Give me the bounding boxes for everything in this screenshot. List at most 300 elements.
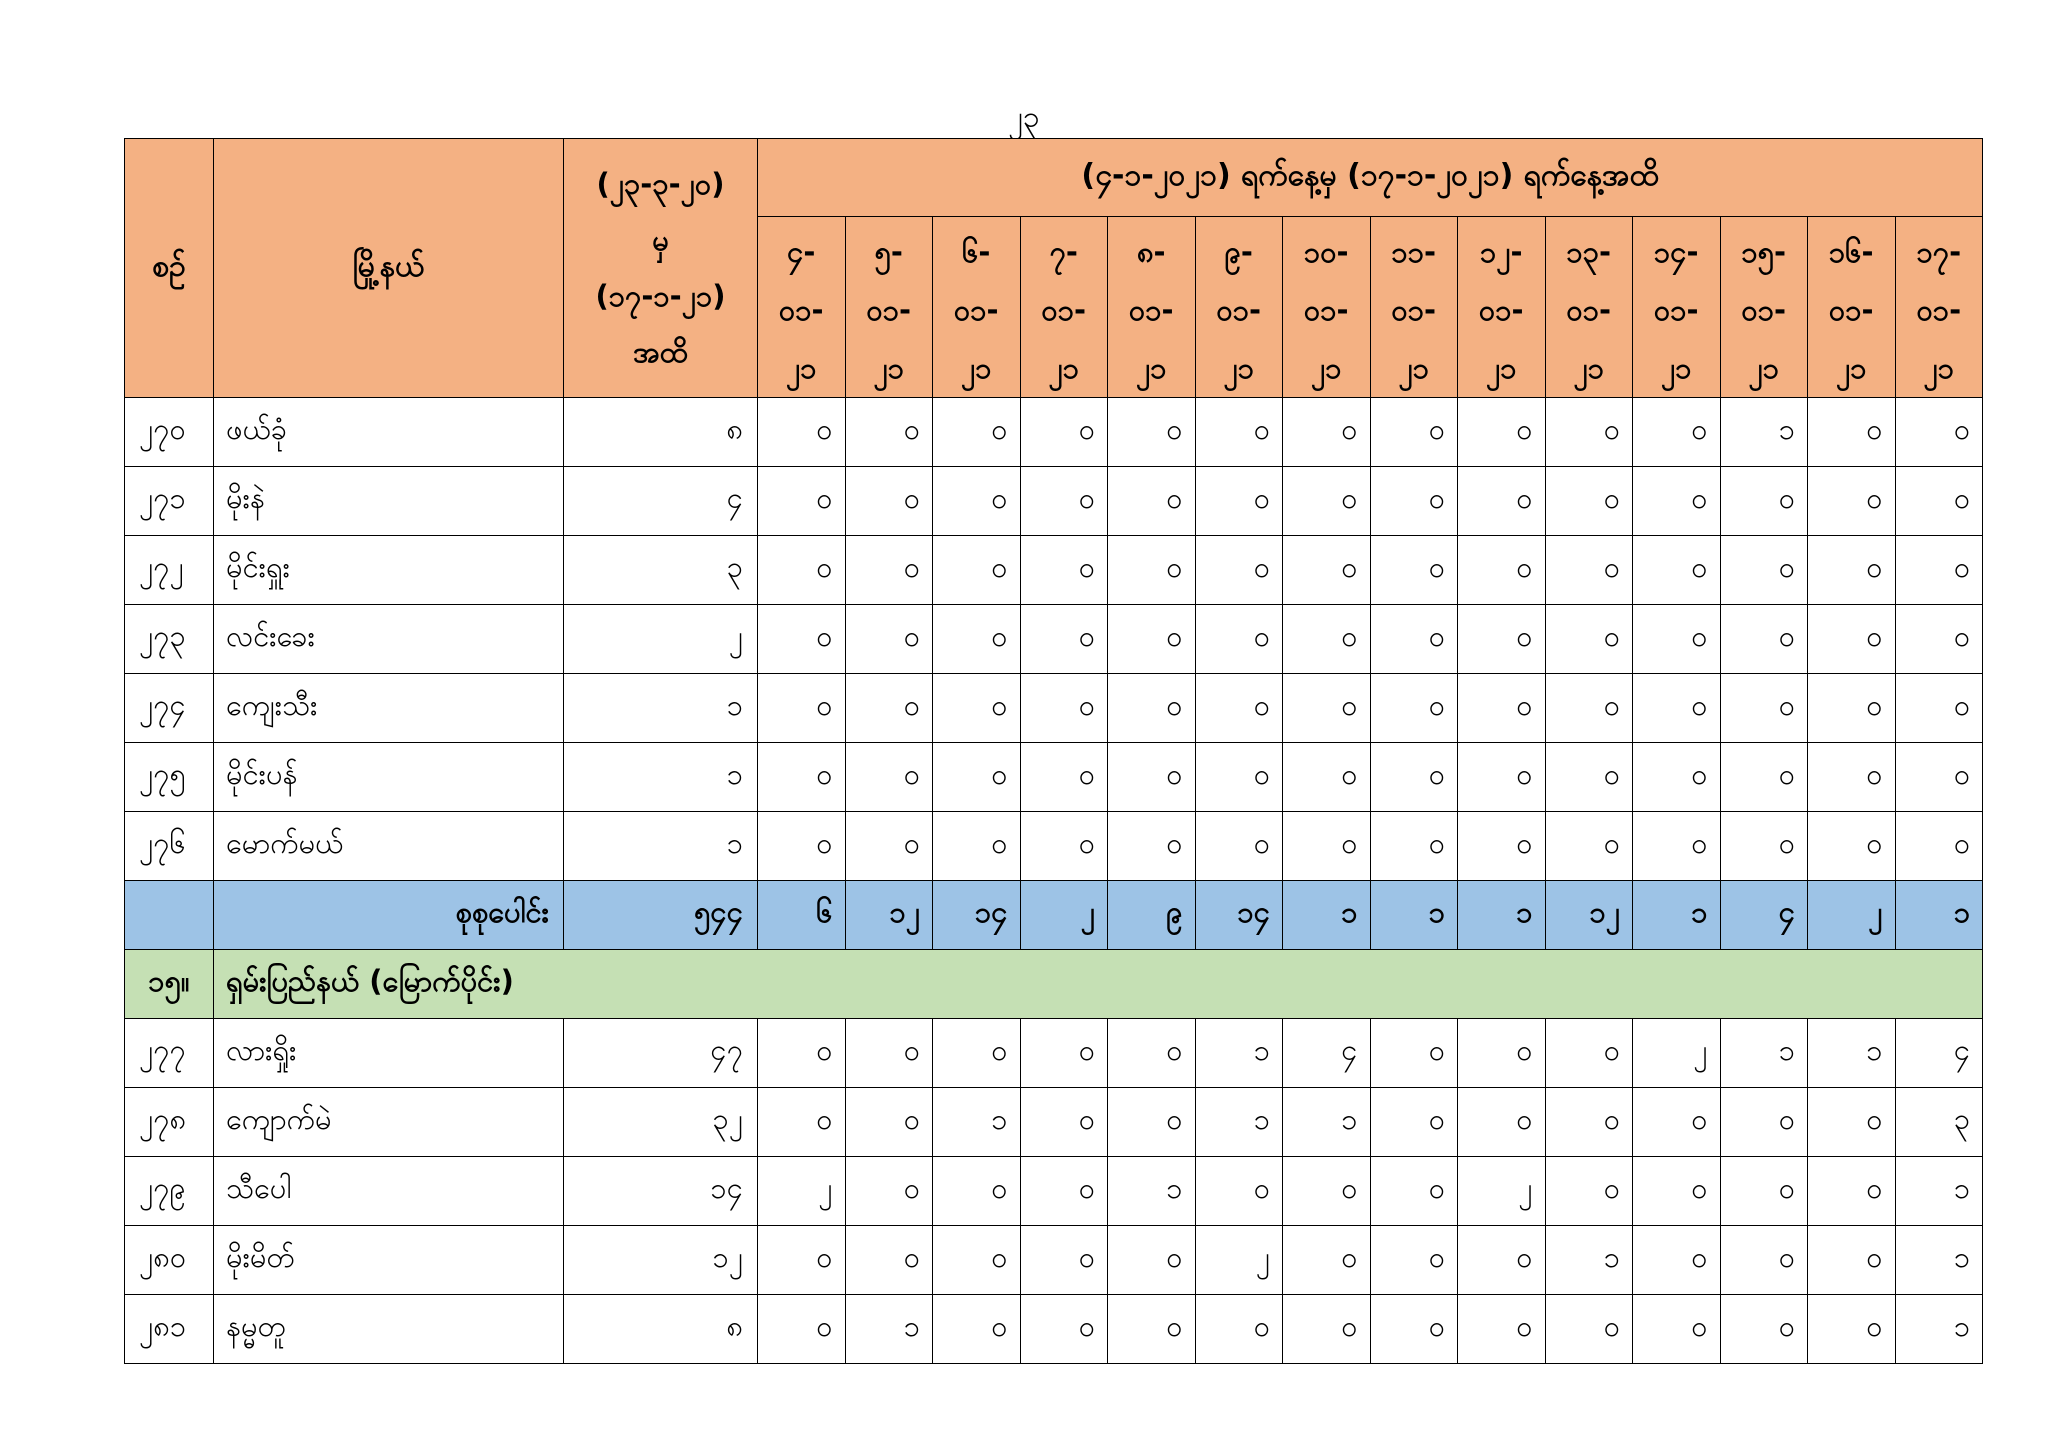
section-row (125, 950, 1983, 1019)
township-cell: လားရှိုး (214, 1019, 564, 1088)
header-date-line: ၁၀- (1303, 235, 1349, 269)
daily-count-cell: ၀ (1370, 1295, 1458, 1364)
cumulative-cell: ၁ (564, 743, 758, 812)
township-cell: နမ္မတူ (214, 1295, 564, 1364)
daily-count-cell: ၀ (1370, 812, 1458, 881)
serial-no-cell: ၂၇၅ (125, 743, 214, 812)
header-date-line: ၂၁ (1485, 351, 1517, 385)
daily-count-cell: ၀ (1283, 674, 1371, 743)
total-daily-cell: ၁ (1633, 881, 1721, 950)
header-date (1720, 217, 1808, 398)
serial-no-cell: ၂၇၉ (125, 1157, 214, 1226)
daily-count-cell: ၀ (933, 605, 1021, 674)
daily-count-cell: ၀ (1020, 743, 1108, 812)
daily-count-cell: ၀ (1633, 1088, 1721, 1157)
total-daily-cell: ၁၂ (845, 881, 933, 950)
total-daily-cell: ၁ (1283, 881, 1371, 950)
daily-count-cell: ၀ (1195, 605, 1283, 674)
cumulative-cell: ၁ (564, 674, 758, 743)
table-row (125, 605, 1983, 674)
daily-count-cell: ၀ (758, 812, 846, 881)
header-date (1545, 217, 1633, 398)
header-date-line: ၁၁- (1391, 235, 1437, 269)
daily-count-cell: ၀ (1195, 536, 1283, 605)
daily-count-cell: ၀ (1370, 398, 1458, 467)
daily-count-cell: ၀ (1895, 605, 1983, 674)
daily-count-cell: ၀ (1370, 1157, 1458, 1226)
daily-count-cell: ၂ (1458, 1157, 1546, 1226)
header-date-line: ၀၁- (1741, 293, 1787, 327)
daily-count-cell: ၀ (1020, 398, 1108, 467)
daily-count-cell: ၀ (1808, 812, 1896, 881)
daily-count-cell: ၀ (845, 812, 933, 881)
daily-count-cell: ၀ (845, 1088, 933, 1157)
table-row (125, 536, 1983, 605)
daily-count-cell: ၀ (845, 674, 933, 743)
header-date-line: ၂၁ (1835, 351, 1867, 385)
daily-count-cell: ၀ (1720, 743, 1808, 812)
daily-count-cell: ၀ (758, 743, 846, 812)
header-date-line: ၂၁ (1135, 351, 1167, 385)
daily-count-cell: ၀ (1633, 1157, 1721, 1226)
daily-count-cell: ၂ (758, 1157, 846, 1226)
township-cell: မိုင်းရှူး (214, 536, 564, 605)
daily-count-cell: ၀ (1108, 812, 1196, 881)
header-date-line: ၇- (1049, 235, 1078, 269)
daily-count-cell: ၀ (1808, 674, 1896, 743)
daily-count-cell: ၁ (845, 1295, 933, 1364)
daily-count-cell: ၀ (1545, 605, 1633, 674)
township-cell: မိုင်းပန် (214, 743, 564, 812)
daily-count-cell: ၀ (1283, 605, 1371, 674)
header-date-line: ၀၁- (1303, 293, 1349, 327)
daily-count-cell: ၀ (1283, 812, 1371, 881)
header-date-line: ၀၁- (1128, 293, 1174, 327)
header-date-line: ၁၃- (1566, 235, 1612, 269)
daily-count-cell: ၀ (1458, 743, 1546, 812)
header-cumulative-line: အထိ (633, 335, 688, 369)
daily-count-cell: ၀ (1633, 536, 1721, 605)
daily-count-cell: ၀ (845, 398, 933, 467)
daily-count-cell: ၀ (1458, 1295, 1546, 1364)
header-date-line: ၂၁ (1223, 351, 1255, 385)
header-date-line: ၂၁ (1748, 351, 1780, 385)
daily-count-cell: ၀ (1020, 605, 1108, 674)
daily-count-cell: ၀ (1808, 1088, 1896, 1157)
daily-count-cell: ၀ (1808, 1226, 1896, 1295)
header-date-line: ၁၅- (1741, 235, 1787, 269)
table-row (125, 1226, 1983, 1295)
daily-count-cell: ၀ (1808, 605, 1896, 674)
header-serial-no: စဉ် (125, 139, 214, 398)
header-date-line: ၀၁- (1391, 293, 1437, 327)
serial-no-cell: ၂၇၃ (125, 605, 214, 674)
daily-count-cell: ၁ (1895, 1226, 1983, 1295)
header-date (1458, 217, 1546, 398)
header-date (1020, 217, 1108, 398)
daily-count-cell: ၀ (1108, 1019, 1196, 1088)
daily-count-cell: ၁ (1195, 1019, 1283, 1088)
daily-count-cell: ၀ (1108, 605, 1196, 674)
daily-count-cell: ၀ (1370, 1019, 1458, 1088)
daily-count-cell: ၀ (1895, 674, 1983, 743)
table-row (125, 467, 1983, 536)
daily-count-cell: ၀ (1195, 467, 1283, 536)
daily-count-cell: ၀ (1020, 812, 1108, 881)
header-date-line: ၁၆- (1828, 235, 1874, 269)
daily-count-cell: ၀ (1108, 674, 1196, 743)
daily-count-cell: ၀ (1283, 467, 1371, 536)
cumulative-cell: ၁၂ (564, 1226, 758, 1295)
daily-count-cell: ၂ (1195, 1226, 1283, 1295)
header-date-line: ၂၁ (873, 351, 905, 385)
cumulative-cell: ၃ (564, 536, 758, 605)
daily-count-cell: ၀ (1720, 605, 1808, 674)
daily-count-cell: ၄ (1895, 1019, 1983, 1088)
daily-count-cell: ၀ (1720, 812, 1808, 881)
header-date-line: ၀၁- (1916, 293, 1962, 327)
township-cell: လင်းခေး (214, 605, 564, 674)
daily-count-cell: ၀ (758, 398, 846, 467)
daily-count-cell: ၁ (1545, 1226, 1633, 1295)
total-cumulative-cell: ၅၄၄ (564, 881, 758, 950)
daily-count-cell: ၀ (1720, 1088, 1808, 1157)
daily-count-cell: ၀ (1633, 743, 1721, 812)
daily-count-cell: ၀ (1195, 812, 1283, 881)
total-daily-cell: ၄ (1720, 881, 1808, 950)
daily-count-cell: ၁ (1108, 1157, 1196, 1226)
daily-count-cell: ၀ (1895, 743, 1983, 812)
serial-no-cell: ၂၇၇ (125, 1019, 214, 1088)
daily-count-cell: ၀ (1283, 743, 1371, 812)
township-cell: ကျောက်မဲ (214, 1088, 564, 1157)
daily-count-cell: ၀ (1283, 1157, 1371, 1226)
serial-no-cell: ၂၇၆ (125, 812, 214, 881)
daily-count-cell: ၀ (1020, 674, 1108, 743)
total-daily-cell: ၂ (1808, 881, 1896, 950)
daily-count-cell: ၀ (1020, 1157, 1108, 1226)
daily-count-cell: ၀ (1545, 674, 1633, 743)
daily-count-cell: ၀ (1108, 398, 1196, 467)
daily-count-cell: ၀ (1020, 1019, 1108, 1088)
daily-count-cell: ၀ (1458, 1226, 1546, 1295)
header-date-line: ၀၁- (1041, 293, 1087, 327)
header-date-line: ၁၂- (1479, 235, 1523, 269)
daily-count-cell: ၀ (1108, 743, 1196, 812)
daily-count-cell: ၀ (845, 743, 933, 812)
daily-count-cell: ၁ (1895, 1157, 1983, 1226)
township-cell: မိုးမိတ် (214, 1226, 564, 1295)
daily-count-cell: ၀ (1020, 1295, 1108, 1364)
header-date-line: ၀၁- (1216, 293, 1262, 327)
cumulative-cell: ၃၂ (564, 1088, 758, 1157)
header-date-line: ၀၁- (1478, 293, 1524, 327)
daily-count-cell: ၀ (1720, 1295, 1808, 1364)
township-cell: သီပေါ (214, 1157, 564, 1226)
serial-no-cell: ၂၇၄ (125, 674, 214, 743)
daily-count-cell: ၁ (1720, 1019, 1808, 1088)
daily-count-cell: ၀ (1458, 398, 1546, 467)
daily-count-cell: ၀ (1808, 398, 1896, 467)
cumulative-cell: ၈ (564, 1295, 758, 1364)
daily-count-cell: ၁ (1195, 1088, 1283, 1157)
daily-count-cell: ၁ (1808, 1019, 1896, 1088)
daily-count-cell: ၀ (1545, 536, 1633, 605)
daily-count-cell: ၀ (1895, 467, 1983, 536)
total-daily-cell: ၁ (1370, 881, 1458, 950)
header-date-line: ၉- (1224, 235, 1253, 269)
total-daily-cell: ၁ (1895, 881, 1983, 950)
serial-no-cell: ၂၈၀ (125, 1226, 214, 1295)
daily-count-cell: ၀ (1808, 743, 1896, 812)
daily-count-cell: ၀ (1020, 467, 1108, 536)
serial-no-cell: ၂၇၀ (125, 398, 214, 467)
cumulative-cell: ၄၇ (564, 1019, 758, 1088)
daily-count-cell: ၀ (1283, 398, 1371, 467)
daily-count-cell: ၃ (1895, 1088, 1983, 1157)
daily-count-cell: ၀ (1545, 467, 1633, 536)
daily-count-cell: ၀ (1545, 1157, 1633, 1226)
daily-count-cell: ၀ (1370, 1226, 1458, 1295)
total-daily-cell: ၂ (1020, 881, 1108, 950)
daily-count-cell: ၀ (1020, 536, 1108, 605)
header-date (1370, 217, 1458, 398)
header-date-line: ၂၁ (1573, 351, 1605, 385)
header-date-line: ၀၁- (778, 293, 824, 327)
township-cell: မိုးနဲ (214, 467, 564, 536)
header-cumulative-line: မှ (652, 223, 669, 257)
header-date-line: ၂၁ (1310, 351, 1342, 385)
cumulative-cell: ၁ (564, 812, 758, 881)
header-cumulative-line: (၁၇-၁-၂၁) (595, 279, 726, 313)
daily-count-cell: ၀ (1545, 743, 1633, 812)
serial-no-cell: ၂၈၁ (125, 1295, 214, 1364)
section-number: ၁၅။ (125, 950, 214, 1019)
daily-count-cell: ၁ (933, 1088, 1021, 1157)
header-date-line: ၀၁- (953, 293, 999, 327)
header-date-line: ၂၁ (1660, 351, 1692, 385)
daily-count-cell: ၀ (1895, 812, 1983, 881)
daily-count-cell: ၀ (1458, 1088, 1546, 1157)
daily-count-cell: ၀ (1458, 467, 1546, 536)
total-daily-cell: ၆ (758, 881, 846, 950)
daily-count-cell: ၀ (1545, 812, 1633, 881)
daily-count-cell: ၀ (933, 674, 1021, 743)
daily-count-cell: ၀ (1108, 536, 1196, 605)
table-body (125, 398, 1983, 1364)
total-daily-cell: ၁၂ (1545, 881, 1633, 950)
daily-count-cell: ၀ (1108, 1226, 1196, 1295)
header-date-line: ၁၄- (1653, 235, 1699, 269)
header-date (1633, 217, 1721, 398)
header-date-line: ၆- (962, 235, 991, 269)
daily-count-cell: ၀ (1808, 467, 1896, 536)
header-cumulative (564, 139, 758, 398)
daily-count-cell: ၀ (845, 1019, 933, 1088)
total-empty-cell (125, 881, 214, 950)
header-date (1195, 217, 1283, 398)
daily-count-cell: ၀ (845, 1226, 933, 1295)
header-date-line: ၂၁ (1923, 351, 1955, 385)
header-date-line: ၀၁- (1566, 293, 1612, 327)
total-label: စုစုပေါင်း (214, 881, 564, 950)
daily-count-cell: ၀ (845, 467, 933, 536)
header-date-line: ၂၁ (1048, 351, 1080, 385)
township-cell: မောက်မယ် (214, 812, 564, 881)
header-period-title: (၄-၁-၂၀၂၁) ရက်နေ့မှ (၁၇-၁-၂၀၂၁) ရက်နေ့အထိ (758, 139, 1983, 217)
header-date (1108, 217, 1196, 398)
daily-count-cell: ၀ (933, 1019, 1021, 1088)
daily-count-cell: ၀ (1370, 536, 1458, 605)
daily-count-cell: ၀ (845, 536, 933, 605)
daily-count-cell: ၀ (1545, 1088, 1633, 1157)
header-date-line: ၀၁- (866, 293, 912, 327)
daily-count-cell: ၀ (1283, 536, 1371, 605)
header-row-1 (125, 139, 1983, 217)
daily-count-cell: ၀ (1545, 1295, 1633, 1364)
cumulative-cell: ၁၄ (564, 1157, 758, 1226)
header-township: မြို့နယ် (214, 139, 564, 398)
daily-count-cell: ၀ (1195, 1295, 1283, 1364)
serial-no-cell: ၂၇၈ (125, 1088, 214, 1157)
daily-count-cell: ၀ (1108, 1295, 1196, 1364)
daily-count-cell: ၀ (933, 743, 1021, 812)
daily-count-cell: ၀ (1633, 605, 1721, 674)
daily-count-cell: ၀ (1108, 467, 1196, 536)
daily-count-cell: ၀ (933, 536, 1021, 605)
cumulative-cell: ၂ (564, 605, 758, 674)
daily-count-cell: ၀ (933, 812, 1021, 881)
section-name: ရှမ်းပြည်နယ် (မြောက်ပိုင်း) (214, 950, 1983, 1019)
header-date-line: ၁၇- (1916, 235, 1962, 269)
daily-count-cell: ၀ (1458, 674, 1546, 743)
daily-count-cell: ၀ (1633, 1226, 1721, 1295)
header-date (1283, 217, 1371, 398)
daily-count-cell: ၀ (758, 1088, 846, 1157)
total-daily-cell: ၉ (1108, 881, 1196, 950)
daily-count-cell: ၀ (1720, 536, 1808, 605)
header-date (933, 217, 1021, 398)
daily-count-cell: ၁ (1283, 1088, 1371, 1157)
daily-count-cell: ၀ (1370, 743, 1458, 812)
header-date-line: ၂၁ (960, 351, 992, 385)
daily-count-cell: ၀ (1195, 674, 1283, 743)
total-daily-cell: ၁၄ (933, 881, 1021, 950)
daily-count-cell: ၀ (1895, 398, 1983, 467)
daily-count-cell: ၀ (1633, 398, 1721, 467)
daily-count-cell: ၀ (1370, 1088, 1458, 1157)
total-daily-cell: ၁ (1458, 881, 1546, 950)
header-date (758, 217, 846, 398)
daily-count-cell: ၀ (1895, 536, 1983, 605)
daily-count-cell: ၀ (1458, 536, 1546, 605)
daily-count-cell: ၀ (933, 1295, 1021, 1364)
daily-count-cell: ၀ (1545, 1019, 1633, 1088)
daily-count-cell: ၀ (933, 467, 1021, 536)
daily-count-cell: ၀ (1195, 398, 1283, 467)
covid-cases-table (124, 138, 1983, 1364)
daily-count-cell: ၀ (1808, 1157, 1896, 1226)
daily-count-cell: ၀ (758, 1226, 846, 1295)
header-date-line: ၄- (787, 235, 816, 269)
table-row (125, 1157, 1983, 1226)
cumulative-cell: ၈ (564, 398, 758, 467)
daily-count-cell: ၀ (1370, 467, 1458, 536)
table-row (125, 1088, 1983, 1157)
header-date-line: ၀၁- (1653, 293, 1699, 327)
header-date (845, 217, 933, 398)
table-row (125, 812, 1983, 881)
daily-count-cell: ၀ (1808, 536, 1896, 605)
table-row (125, 1019, 1983, 1088)
daily-count-cell: ၀ (1633, 467, 1721, 536)
daily-count-cell: ၀ (1020, 1226, 1108, 1295)
daily-count-cell: ၀ (1283, 1295, 1371, 1364)
header-date-line: ၂၁ (1398, 351, 1430, 385)
cumulative-cell: ၄ (564, 467, 758, 536)
daily-count-cell: ၁ (1895, 1295, 1983, 1364)
daily-count-cell: ၀ (1720, 1226, 1808, 1295)
serial-no-cell: ၂၇၂ (125, 536, 214, 605)
daily-count-cell: ၀ (845, 605, 933, 674)
total-row (125, 881, 1983, 950)
daily-count-cell: ၀ (1720, 674, 1808, 743)
daily-count-cell: ၀ (1020, 1088, 1108, 1157)
daily-count-cell: ၁ (1720, 398, 1808, 467)
daily-count-cell: ၀ (758, 674, 846, 743)
daily-count-cell: ၀ (933, 1157, 1021, 1226)
header-date (1895, 217, 1983, 398)
township-cell: ဖယ်ခုံ (214, 398, 564, 467)
header-date-line: ၅- (874, 235, 903, 269)
header-date-line: ၈- (1136, 235, 1166, 269)
daily-count-cell: ၂ (1633, 1019, 1721, 1088)
daily-count-cell: ၀ (1370, 674, 1458, 743)
header-date-line: ၂၁ (785, 351, 817, 385)
daily-count-cell: ၀ (1458, 812, 1546, 881)
total-daily-cell: ၁၄ (1195, 881, 1283, 950)
daily-count-cell: ၄ (1283, 1019, 1371, 1088)
daily-count-cell: ၀ (1545, 398, 1633, 467)
daily-count-cell: ၀ (758, 536, 846, 605)
header-cumulative-line: (၂၃-၃-၂၀) (596, 167, 725, 201)
serial-no-cell: ၂၇၁ (125, 467, 214, 536)
daily-count-cell: ၀ (1195, 743, 1283, 812)
table-row (125, 398, 1983, 467)
table-row (125, 743, 1983, 812)
daily-count-cell: ၀ (1633, 674, 1721, 743)
daily-count-cell: ၀ (1808, 1295, 1896, 1364)
daily-count-cell: ၀ (933, 398, 1021, 467)
header-date-line: ၀၁- (1828, 293, 1874, 327)
daily-count-cell: ၀ (1195, 1157, 1283, 1226)
header-date (1808, 217, 1896, 398)
daily-count-cell: ၀ (933, 1226, 1021, 1295)
table-row (125, 674, 1983, 743)
daily-count-cell: ၀ (1370, 605, 1458, 674)
daily-count-cell: ၀ (758, 467, 846, 536)
township-cell: ကျေးသီး (214, 674, 564, 743)
daily-count-cell: ၀ (845, 1157, 933, 1226)
daily-count-cell: ၀ (1458, 605, 1546, 674)
daily-count-cell: ၀ (1108, 1088, 1196, 1157)
daily-count-cell: ၀ (1283, 1226, 1371, 1295)
daily-count-cell: ၀ (1720, 1157, 1808, 1226)
daily-count-cell: ၀ (1633, 1295, 1721, 1364)
daily-count-cell: ၀ (1720, 467, 1808, 536)
page-number: ၂၃ (1008, 100, 1040, 135)
table-row (125, 1295, 1983, 1364)
